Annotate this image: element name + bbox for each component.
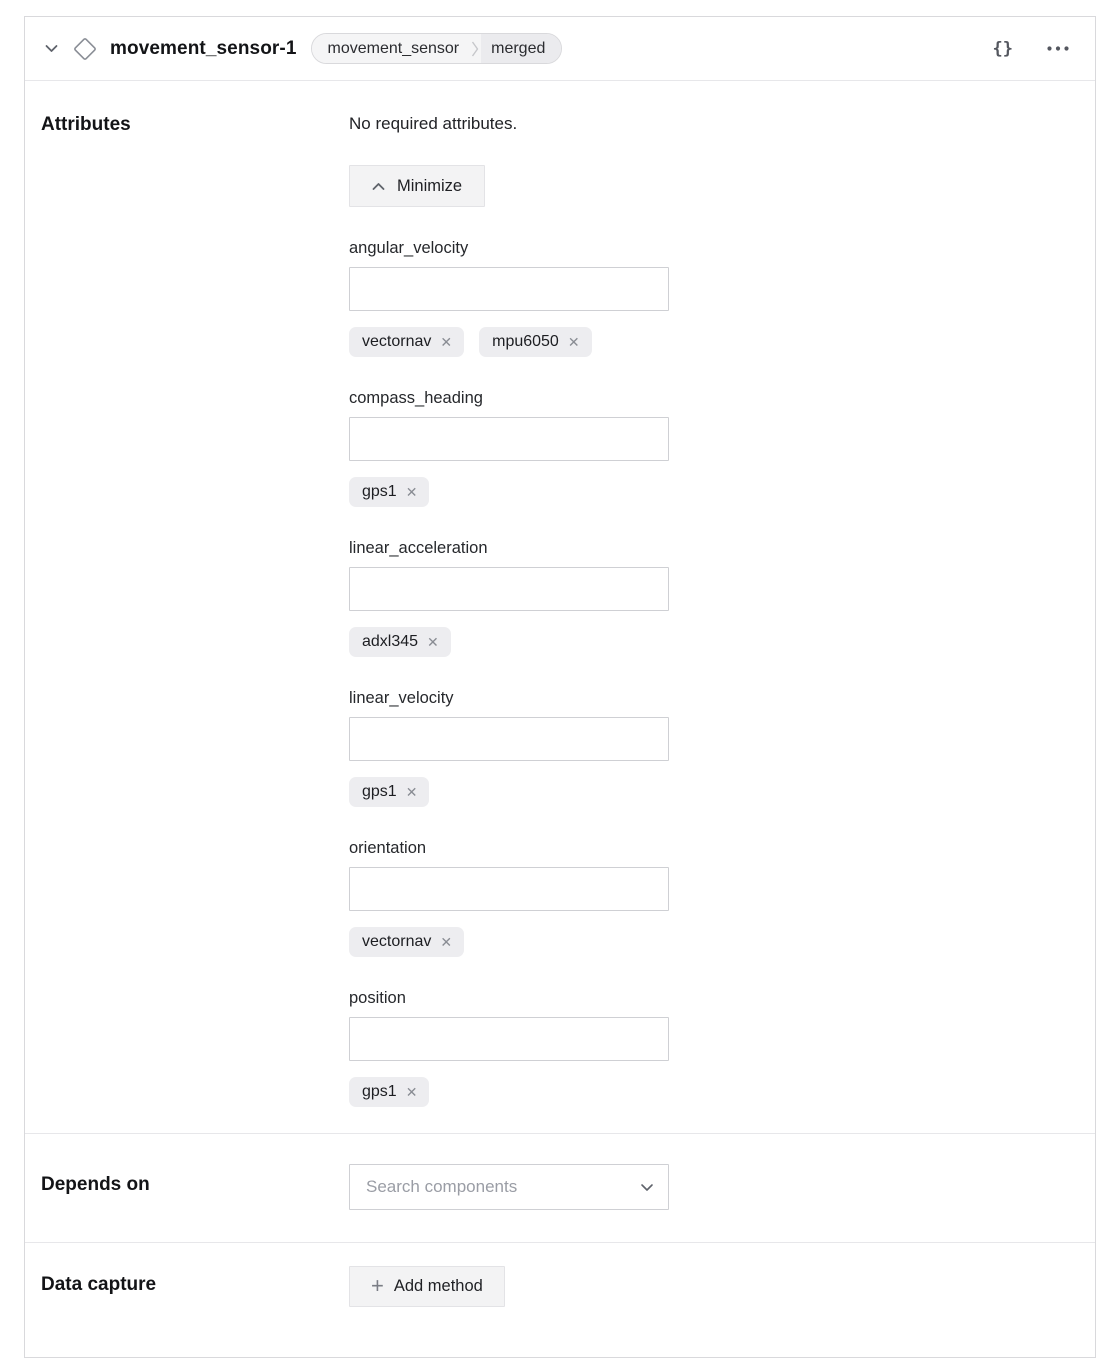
depends-on-placeholder: Search components <box>366 1177 518 1196</box>
tag-label: mpu6050 <box>492 333 559 350</box>
attribute-value-input[interactable] <box>349 1017 669 1061</box>
component-title: movement_sensor-1 <box>110 37 297 59</box>
attribute-tag <box>349 927 464 957</box>
ellipsis-icon <box>1047 46 1069 51</box>
tag-remove-icon[interactable]: ✕ <box>440 334 453 350</box>
depends-on-section <box>25 1133 1095 1242</box>
attribute-field <box>349 537 1079 657</box>
tag-label: gps1 <box>362 483 397 500</box>
component-type-label: movement_sensor <box>312 34 470 63</box>
braces-icon: {} <box>992 38 1013 59</box>
attribute-tag <box>349 327 464 357</box>
collapse-button[interactable] <box>41 40 62 57</box>
component-card <box>24 16 1096 1358</box>
attribute-fields <box>349 237 1079 1107</box>
attribute-field <box>349 687 1079 807</box>
attribute-value-input[interactable] <box>349 417 669 461</box>
tag-label: gps1 <box>362 1083 397 1100</box>
attribute-tags <box>349 477 1079 507</box>
attributes-content <box>349 113 1079 1107</box>
minimize-button-label: Minimize <box>397 176 463 195</box>
add-method-button-label: Add method <box>393 1277 483 1295</box>
component-card-header <box>25 17 1095 81</box>
data-capture-section-label: Data capture <box>41 1274 157 1295</box>
depends-on-content <box>349 1164 1079 1210</box>
attribute-field-label: compass_heading <box>349 389 483 407</box>
component-model-label: merged <box>481 34 561 63</box>
tag-label: vectornav <box>362 333 432 350</box>
depends-on-section-label: Depends on <box>41 1174 150 1195</box>
attribute-tag <box>479 327 591 357</box>
attribute-value-input[interactable] <box>349 717 669 761</box>
attribute-tags <box>349 327 1079 357</box>
chevron-up-icon <box>372 182 385 191</box>
tag-remove-icon[interactable]: ✕ <box>405 784 418 800</box>
tag-label: adxl345 <box>362 633 419 650</box>
attribute-field <box>349 987 1079 1107</box>
attribute-tag <box>349 477 429 507</box>
attribute-field-label: position <box>349 989 406 1007</box>
attribute-value-input[interactable] <box>349 567 669 611</box>
attribute-value-input[interactable] <box>349 267 669 311</box>
attribute-value-input[interactable] <box>349 867 669 911</box>
chevron-down-icon <box>640 1183 654 1192</box>
data-capture-section <box>25 1242 1095 1357</box>
depends-on-select[interactable] <box>349 1164 669 1210</box>
attribute-tags <box>349 627 1079 657</box>
attribute-field <box>349 237 1079 357</box>
attribute-tag <box>349 627 451 657</box>
minimize-button[interactable] <box>349 165 485 207</box>
attribute-field-label: angular_velocity <box>349 239 469 257</box>
attribute-field-label: linear_acceleration <box>349 539 488 557</box>
attribute-tags <box>349 927 1079 957</box>
tag-label: gps1 <box>362 783 397 800</box>
tag-label: vectornav <box>362 933 432 950</box>
plus-icon: + <box>371 1272 384 1298</box>
attribute-field <box>349 387 1079 507</box>
data-capture-content <box>349 1266 1079 1307</box>
attribute-field-label: linear_velocity <box>349 689 454 707</box>
no-required-attributes-note: No required attributes. <box>349 114 518 133</box>
more-options-button[interactable] <box>1041 40 1075 57</box>
component-type-pill <box>311 33 563 64</box>
add-method-button[interactable] <box>349 1266 505 1307</box>
tag-remove-icon[interactable]: ✕ <box>405 484 418 500</box>
attribute-tag <box>349 1077 429 1107</box>
chevron-down-icon <box>45 44 58 53</box>
attribute-tags <box>349 777 1079 807</box>
movement-sensor-icon <box>72 36 98 62</box>
chevron-right-icon <box>469 34 481 63</box>
attributes-section-label: Attributes <box>41 114 131 135</box>
attribute-field-label: orientation <box>349 839 427 857</box>
attribute-field <box>349 837 1079 957</box>
attributes-section <box>25 81 1095 1133</box>
tag-remove-icon[interactable]: ✕ <box>567 334 580 350</box>
tag-remove-icon[interactable]: ✕ <box>405 1084 418 1100</box>
json-mode-button[interactable] <box>987 33 1019 65</box>
tag-remove-icon[interactable]: ✕ <box>427 634 439 650</box>
tag-remove-icon[interactable]: ✕ <box>440 934 453 950</box>
attribute-tag <box>349 777 429 807</box>
attribute-tags <box>349 1077 1079 1107</box>
